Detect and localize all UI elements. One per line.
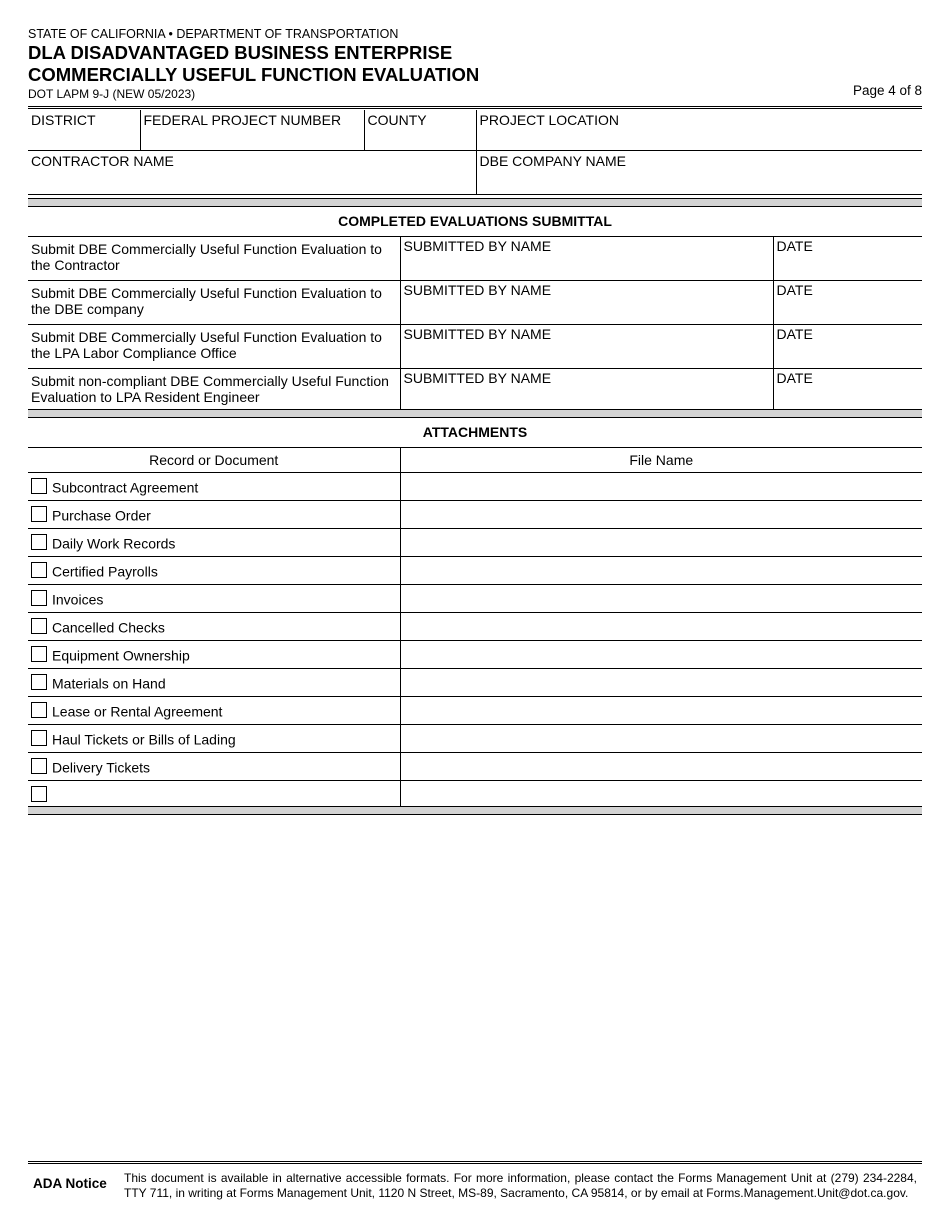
date-label: DATE [776, 238, 813, 254]
section-divider [28, 806, 922, 815]
attachment-record-cell [28, 641, 400, 669]
submitted-by-name-label: SUBMITTED BY NAME [403, 238, 552, 254]
attachment-row [28, 557, 922, 585]
header-rule [28, 106, 922, 109]
submittal-row [28, 325, 922, 369]
date-label: DATE [776, 370, 813, 386]
form-number: DOT LAPM 9-J (NEW 05/2023) [28, 87, 196, 101]
record-column-header: Record or Document [28, 448, 400, 473]
date-field[interactable] [773, 237, 922, 281]
attachment-row [28, 585, 922, 613]
attachment-row [28, 613, 922, 641]
submittal-row [28, 281, 922, 325]
attachment-checkbox[interactable] [31, 478, 47, 494]
submittal-description: Submit DBE Commercially Useful Function Evaluation to the Contractor [28, 237, 400, 281]
file-name-field[interactable] [400, 529, 922, 557]
submittal-description: Submit DBE Commercially Useful Function Evaluation to the LPA Labor Compliance Office [28, 325, 400, 369]
attachment-record-cell [28, 781, 400, 809]
file-name-field[interactable] [400, 781, 922, 809]
attachment-record-cell [28, 557, 400, 585]
attachment-checkbox[interactable] [31, 730, 47, 746]
attachment-checkbox[interactable] [31, 758, 47, 774]
submittal-row [28, 369, 922, 413]
attachment-record-cell [28, 753, 400, 781]
attachment-checkbox[interactable] [31, 562, 47, 578]
submittal-description: Submit non-compliant DBE Commercially Useful Function Evaluation to LPA Resident Engineer [28, 369, 400, 413]
attachment-checkbox[interactable] [31, 702, 47, 718]
attachment-checkbox[interactable] [31, 506, 47, 522]
file-name-field[interactable] [400, 501, 922, 529]
submitted-by-name-field[interactable] [400, 237, 773, 281]
attachment-checkbox[interactable] [31, 534, 47, 550]
attachment-label: Lease or Rental Agreement [52, 703, 223, 720]
form-title-line1: DLA DISADVANTAGED BUSINESS ENTERPRISE [28, 42, 453, 63]
contractor-name-field[interactable] [28, 150, 476, 194]
attachment-row [28, 697, 922, 725]
dbe-company-name-field[interactable] [476, 150, 922, 194]
attachment-checkbox[interactable] [31, 646, 47, 662]
attachment-record-cell [28, 501, 400, 529]
attachment-record-cell [28, 669, 400, 697]
date-field[interactable] [773, 281, 922, 325]
attachments-table [28, 447, 922, 809]
attachment-record-cell [28, 473, 400, 501]
project-info-table [28, 110, 922, 195]
district-field[interactable] [28, 110, 140, 150]
form-title-line2: COMMERCIALLY USEFUL FUNCTION EVALUATION [28, 64, 480, 85]
attachment-label: Subcontract Agreement [52, 479, 199, 496]
attachment-label: Haul Tickets or Bills of Lading [52, 731, 236, 748]
date-label: DATE [776, 326, 813, 342]
project-location-field[interactable] [476, 110, 922, 150]
attachment-checkbox[interactable] [31, 618, 47, 634]
file-name-field[interactable] [400, 641, 922, 669]
submitted-by-name-label: SUBMITTED BY NAME [403, 370, 552, 386]
attachment-row [28, 641, 922, 669]
footer-rule [28, 1161, 922, 1164]
attachment-checkbox[interactable] [31, 786, 47, 802]
submitted-by-name-field[interactable] [400, 281, 773, 325]
attachment-label: Purchase Order [52, 507, 151, 524]
attachment-row [28, 725, 922, 753]
attachment-label: Materials on Hand [52, 675, 166, 692]
date-label: DATE [776, 282, 813, 298]
attachment-label: Cancelled Checks [52, 619, 165, 636]
county-label: COUNTY [367, 112, 427, 128]
submitted-by-name-field[interactable] [400, 325, 773, 369]
submittal-table [28, 236, 922, 413]
project-location-label: PROJECT LOCATION [479, 112, 620, 128]
section-divider [28, 409, 922, 418]
attachment-record-cell [28, 585, 400, 613]
submitted-by-name-label: SUBMITTED BY NAME [403, 326, 552, 342]
file-name-field[interactable] [400, 669, 922, 697]
file-name-field[interactable] [400, 585, 922, 613]
ada-notice-label: ADA Notice [33, 1176, 107, 1191]
attachment-row [28, 529, 922, 557]
file-name-column-header: File Name [400, 448, 922, 473]
federal-project-number-field[interactable] [140, 110, 364, 150]
attachment-row [28, 669, 922, 697]
agency-name: STATE OF CALIFORNIA • DEPARTMENT OF TRANSPORTATION [28, 27, 399, 41]
federal-project-number-label: FEDERAL PROJECT NUMBER [143, 112, 342, 128]
attachment-label: Certified Payrolls [52, 563, 158, 580]
attachment-row [28, 501, 922, 529]
attachment-label: Daily Work Records [52, 535, 176, 552]
attachment-row [28, 753, 922, 781]
submitted-by-name-label: SUBMITTED BY NAME [403, 282, 552, 298]
attachment-label: Invoices [52, 591, 104, 608]
file-name-field[interactable] [400, 725, 922, 753]
attachment-label: Equipment Ownership [52, 647, 190, 664]
submittal-description: Submit DBE Commercially Useful Function Evaluation to the DBE company [28, 281, 400, 325]
dbe-company-name-label: DBE COMPANY NAME [479, 152, 627, 169]
page-number: Page 4 of 8 [852, 83, 922, 98]
submitted-by-name-field[interactable] [400, 369, 773, 413]
attachment-record-cell [28, 529, 400, 557]
file-name-field[interactable] [400, 613, 922, 641]
attachments-section-title: ATTACHMENTS [422, 424, 528, 440]
attachment-row [28, 473, 922, 501]
submittal-section-title: COMPLETED EVALUATIONS SUBMITTAL [338, 213, 612, 229]
file-name-field[interactable] [400, 753, 922, 781]
file-name-field[interactable] [400, 697, 922, 725]
file-name-field[interactable] [400, 473, 922, 501]
attachment-record-cell [28, 725, 400, 753]
section-divider [28, 198, 922, 207]
attachment-checkbox[interactable] [31, 590, 47, 606]
file-name-field[interactable] [400, 557, 922, 585]
attachment-record-cell [28, 613, 400, 641]
attachment-record-cell [28, 697, 400, 725]
ada-notice-text: This document is available in alternative accessible formats. For more information, please contact the Forms Management Unit at (279) 234-2284, TTY 711, in writing at Forms Management Unit, 1120 N Street, MS-89, Sacramento, CA 95814, or by email at Forms.Management.Unit@dot.ca.gov. [124, 1171, 917, 1200]
district-label: DISTRICT [31, 112, 96, 128]
attachment-label: Delivery Tickets [52, 759, 151, 776]
date-field[interactable] [773, 325, 922, 369]
attachment-row [28, 781, 922, 809]
county-field[interactable] [364, 110, 476, 150]
date-field[interactable] [773, 369, 922, 413]
attachment-checkbox[interactable] [31, 674, 47, 690]
submittal-row [28, 237, 922, 281]
contractor-name-label: CONTRACTOR NAME [31, 152, 174, 169]
